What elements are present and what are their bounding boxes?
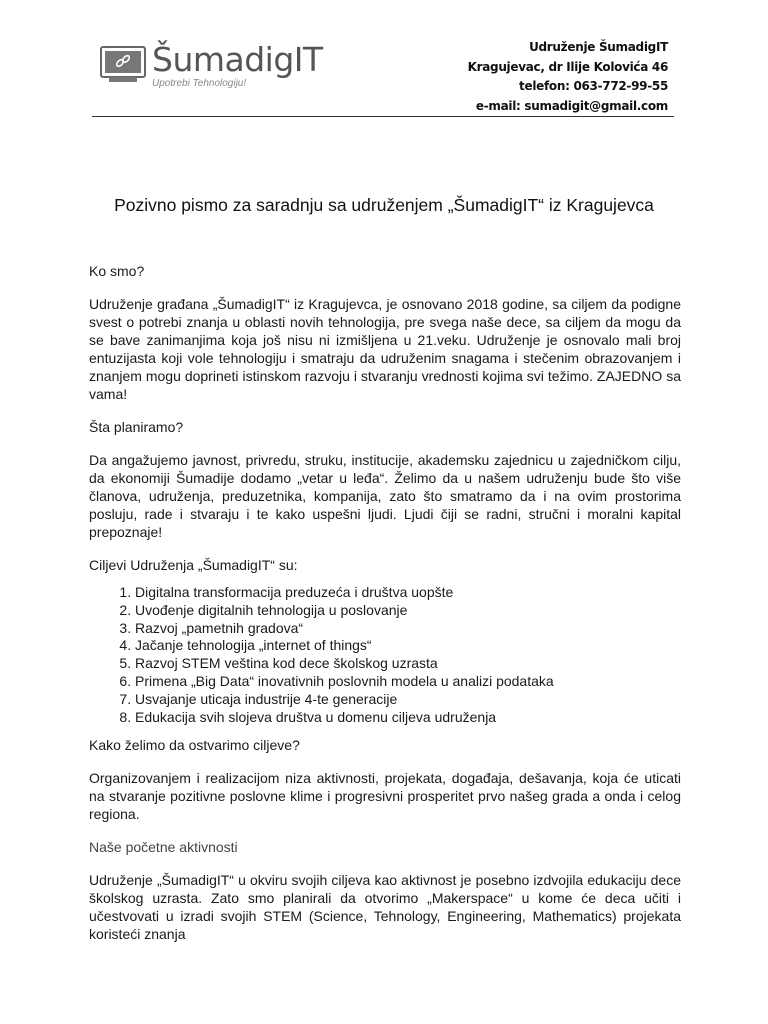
section-heading-plan: Šta planiramo?	[89, 419, 184, 435]
letter-body	[89, 262, 681, 943]
section-text-activities: Udruženje „ŠumadigIT“ u okviru svojih ciljeva kao aktivnost je posebno izdvojila edukaciju dece školskog uzrasta. Zato smo planirali da otvorimo „Makerspace“ u kome će deca učiti i učestvovati u izradi svojih STEM (Science, Tehnology, Engineering, Mathematics) projekata koristeći znanja	[89, 872, 681, 943]
contact-block	[468, 38, 668, 116]
section-text-who: Udruženje građana „ŠumadigIT“ iz Kragujevca, je osnovano 2018 godine, sa ciljem da podigne svest o potrebi znanja u oblasti novih tehnologija, pre svega naše dece, sa ciljem da mogu da se bave zanimanjima koja još nisu ni izmišljena u 21.veku. Udruženje je osnovalo mali broj entuzijasta koji vole tehnologiju i smatraju da udruženim snagama i stečenim obrazovanjem i znanjem mogu doprineti istinskom razvoju i stvaranju vrednosti kojima svi težimo. ZAJEDNO sa vama!	[89, 296, 681, 402]
goal-item: 8. Edukacija svih slojeva društva u domenu ciljeva udruženja	[135, 709, 681, 727]
logo	[100, 40, 330, 100]
section-heading-goals: Ciljevi Udruženja „ŠumadigIT“ su:	[89, 557, 298, 573]
goal-item: 3. Razvoj „pametnih gradova“	[135, 620, 681, 638]
contact-email: e-mail: sumadigit@gmail.com	[475, 98, 668, 113]
section-heading-who: Ko smo?	[89, 263, 145, 279]
goal-item: 4. Jačanje tehnologija „internet of things“	[135, 637, 681, 655]
header-divider	[92, 116, 674, 117]
section-heading-activities: Naše početne aktivnosti	[89, 839, 238, 856]
goals-list	[89, 584, 681, 726]
goal-item: 7. Usvajanje uticaja industrije 4-te generacije	[135, 691, 681, 709]
goal-item: 1. Digitalna transformacija preduzeća i društva uopšte	[135, 584, 681, 602]
goal-item: 2. Uvođenje digitalnih tehnologija u poslovanje	[135, 602, 681, 620]
contact-address: Kragujevac, dr Ilije Kolovića 46	[467, 59, 668, 74]
section-text-plan: Da angažujemo javnost, privredu, struku, institucije, akademsku zajednicu u zajedničkom cilju, da ekonomiji Šumadije dodamo „vetar u leđa“. Želimo da u našem udruženju bude što više članova, udruženja, preduzetnika, kompanija, zato što smatramo da i na ovim prostorima posluju, rade i stvaraju i te kako uspešni ljudi. Ljudi čiji se radni, stručni i moralni kapital prepoznaje!	[89, 452, 681, 540]
page-title: Pozivno pismo za saradnju sa udruženjem „ŠumadigIT“ iz Kragujevca	[114, 195, 654, 215]
contact-org: Udruženje ŠumadigIT	[529, 40, 668, 54]
computer-link-icon	[100, 46, 146, 84]
contact-phone: telefon: 063-772-99-55	[519, 79, 668, 93]
goal-item: 5. Razvoj STEM veština kod dece školskog uzrasta	[135, 655, 681, 673]
section-heading-how: Kako želimo da ostvarimo ciljeve?	[89, 737, 300, 754]
section-text-how: Organizovanjem i realizacijom niza aktivnosti, projekata, događaja, dešavanja, koja će uticati na stvaranje pozitivne poslovne klime i progresivni prosperitet prvo našeg grada a onda i celog regiona.	[89, 770, 681, 823]
logo-tagline: Upotrebi Tehnologiju!	[152, 78, 247, 89]
logo-name: ŠumadigIT	[152, 40, 323, 79]
goal-item: 6. Primena „Big Data“ inovativnih poslovnih modela u analizi podataka	[135, 673, 681, 691]
